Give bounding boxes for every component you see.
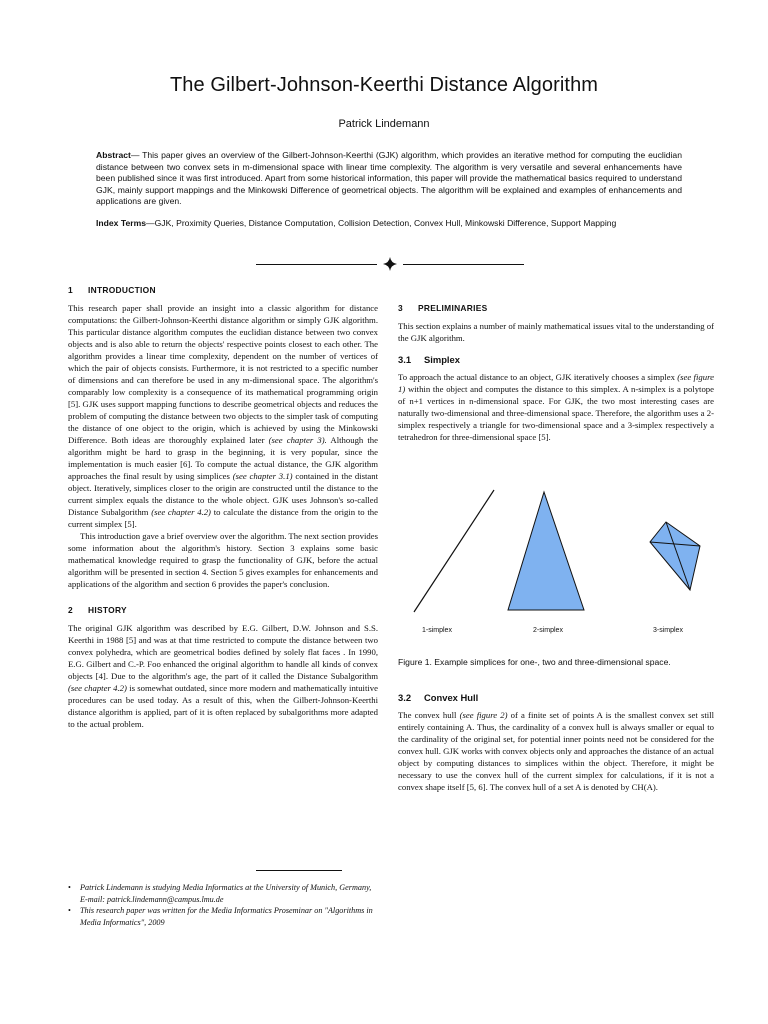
convex-hull-paragraph: The convex hull (see figure 2) of a finite set of points A is the smallest convex set still entirely containing A. Thus, the cardinality of a convex hull is always smaller or equal to the cardinality of the original set, for potential inner points need not be considered for the convex hull. GJK works with convex objects only and approaches the distance of an actual object by computing distances to simplices within the object. Therefore, it might be necessary to use the convex hull of the current simplex for calculations, if it is not a convex shape itself [5, 6]. The convex hull of a set A is denoted by CH(A).: [398, 710, 714, 792]
label-3-simplex: 3-simplex: [653, 627, 683, 634]
footnotes: [68, 882, 378, 928]
title-divider: [256, 258, 524, 270]
abstract: [96, 150, 682, 208]
intro-paragraph-1: This research paper shall provide an insight into a classic algorithm for distance computations: the Gilbert-Johnson-Keerthi distance algorithm or simply GJK algorithm. This particular distance algorithm computes the euclidian distance between two convex objects and is also able to return the objects' respective points closest to each other. The algorithm provides a linear time complexity, dependent on the number of vertices of which the pair of objects consists. Furthermore, it is not restricted to a specific number of dimensions and can therefore be used in any m-dimensional space. The algorithm's comparably low complexity is a consequence of its mathematical programming origin [5]. GJK uses support mapping functions to describe geometrical objects and reduces the problem of computing the distance between two objects to the simpler task of computing the distance of one object to the origin, which is achieved by using the Minkowski Difference. Both ideas are thoroughly explained later (see chapter 3). Although the algorithm might be hard to grasp in the beginning, it is very popular, since the implementation is much easier [6]. To compute the actual distance, the GJK algorithm approaches the final result by using simplices (see chapter 3.1) contained in the distant object. Iteratively, simplices closer to the origin are constructed until the distance to the current simplex equals the distance to the whole object. GJK uses Johnson's so-called Distance Subalgorithm (see chapter 4.2) to calculate the distance from the origin to the current simplex [5].: [68, 303, 378, 529]
right-column: [398, 302, 714, 443]
history-paragraph: The original GJK algorithm was described by E.G. Gilbert, D.W. Johnson and S.S. Keerthi in 1988 [5] and was at that time restricted to compute the distance between two convex polyhedra, which are geometrical bodies defined by solely flat faces . In 1990, E.G. Gilbert and C.-P. Foo enhanced the original algorithm to handle all kinds of convex objects [4]. Due to the algorithm's age, the part of it called the Distance Subalgorithm (see chapter 4.2) is somewhat outdated, since more modern and mathematically intuitive procedures can be used today. As a result of this, when the Gilbert-Johnson-Keerthi distance algorithm is applied, part of it is often replaced by subalgorithms more adapted to the actual problem.: [68, 623, 378, 729]
footnote-item: • This research paper was written for the Media Informatics Proseminar on "Algorithms in Media Informatics", 2009: [68, 906, 373, 927]
section-title: PRELIMINARIES: [418, 303, 488, 313]
section-title: INTRODUCTION: [88, 285, 156, 295]
label-1-simplex: 1-simplex: [422, 627, 452, 634]
paper-title: The Gilbert-Johnson-Keerthi Distance Algorithm: [169, 74, 599, 96]
bullet-icon: •: [68, 883, 71, 892]
subsection-number: 3.2: [398, 692, 412, 703]
footnote-rule: [256, 870, 342, 871]
subsection-title: Simplex: [424, 354, 460, 365]
subsection-number: 3.1: [398, 354, 412, 365]
bullet-icon: •: [68, 906, 71, 916]
preliminaries-paragraph: This section explains a number of mainly mathematical issues vital to the understanding of the GJK algorithm.: [398, 321, 714, 343]
label-2-simplex: 2-simplex: [533, 627, 563, 634]
subsection-heading-simplex: [398, 354, 714, 366]
two-simplex-triangle: [508, 492, 584, 610]
divider-rule-left: [256, 264, 377, 265]
section-number: 2: [68, 605, 73, 615]
index-terms-text: —GJK, Proximity Queries, Distance Computation, Collision Detection, Convex Hull, Minkowski Difference, Support Mapping: [146, 218, 617, 228]
intro-paragraph-2: This introduction gave a brief overview over the algorithm. The next section provides some information about the algorithm's history. Section 3 explains some basic mathematical knowledge required to grasp the functionality of GJK, before the actual algorithm will be presented in section 4. Section 5 gives examples for enhancements and applications of the algorithm and section 6 provides the paper's conclusion.: [68, 531, 378, 589]
subsection-title: Convex Hull: [424, 692, 479, 703]
section-title: HISTORY: [88, 605, 127, 615]
three-simplex-tetrahedron: [650, 522, 700, 590]
abstract-text: — This paper gives an overview of the Gilbert-Johnson-Keerthi (GJK) algorithm, which provides an iterative method for computing the euclidian distance between two convex sets in m-dimensional space with linear time complexity. The algorithm is very versatile and several enhancements have been published since it was first introduced. Apart from some historical information, this paper will provide the mathematical basics required to understand GJK, mainly support mappings and the Minkowski Difference of geometrical objects. The algorithm will be explained and examples of enhancements and applications are given.: [96, 150, 682, 207]
index-terms-label: Index Terms: [96, 218, 146, 228]
divider-rule-right: [403, 264, 524, 265]
right-column-lower: [398, 692, 714, 793]
simplex-paragraph: To approach the actual distance to an object, GJK iteratively chooses a simplex (see figure 1) within the object and computes the distance to this simplex. A n-simplex is a polytope of n+1 vertices in n-dimensional space. For GJK, the two most interesting cases are naturally two-dimensional and three-dimensional space. Therefore, the algorithm uses a 2-simplex respectively a triangle for two-dimensional space and a 3-simplex respectively a tetrahedron for three-dimensional space [5].: [398, 372, 714, 442]
footnote-item: • Patrick Lindemann is studying Media Informatics at the University of Munich, Germany, E-mail: patrick.lindemann@campus.lmu.de: [68, 883, 372, 904]
section-heading-preliminaries: [398, 302, 714, 314]
abstract-label: Abstract: [96, 150, 131, 160]
index-terms: [96, 218, 682, 230]
author-name: Patrick Lindemann: [338, 118, 430, 130]
section-number: 3: [398, 303, 403, 313]
section-number: 1: [68, 285, 73, 295]
section-heading-introduction: [68, 284, 378, 296]
figure-simplices: [398, 486, 714, 646]
simplices-drawing: [398, 486, 714, 626]
diamond-ornament-icon: [383, 257, 397, 271]
one-simplex-line: [414, 490, 494, 612]
left-column: [68, 284, 378, 730]
figure-caption: Figure 1. Example simplices for one-, two and three-dimensional space.: [398, 657, 671, 667]
subsection-heading-convex-hull: [398, 692, 714, 704]
section-heading-history: [68, 604, 378, 616]
